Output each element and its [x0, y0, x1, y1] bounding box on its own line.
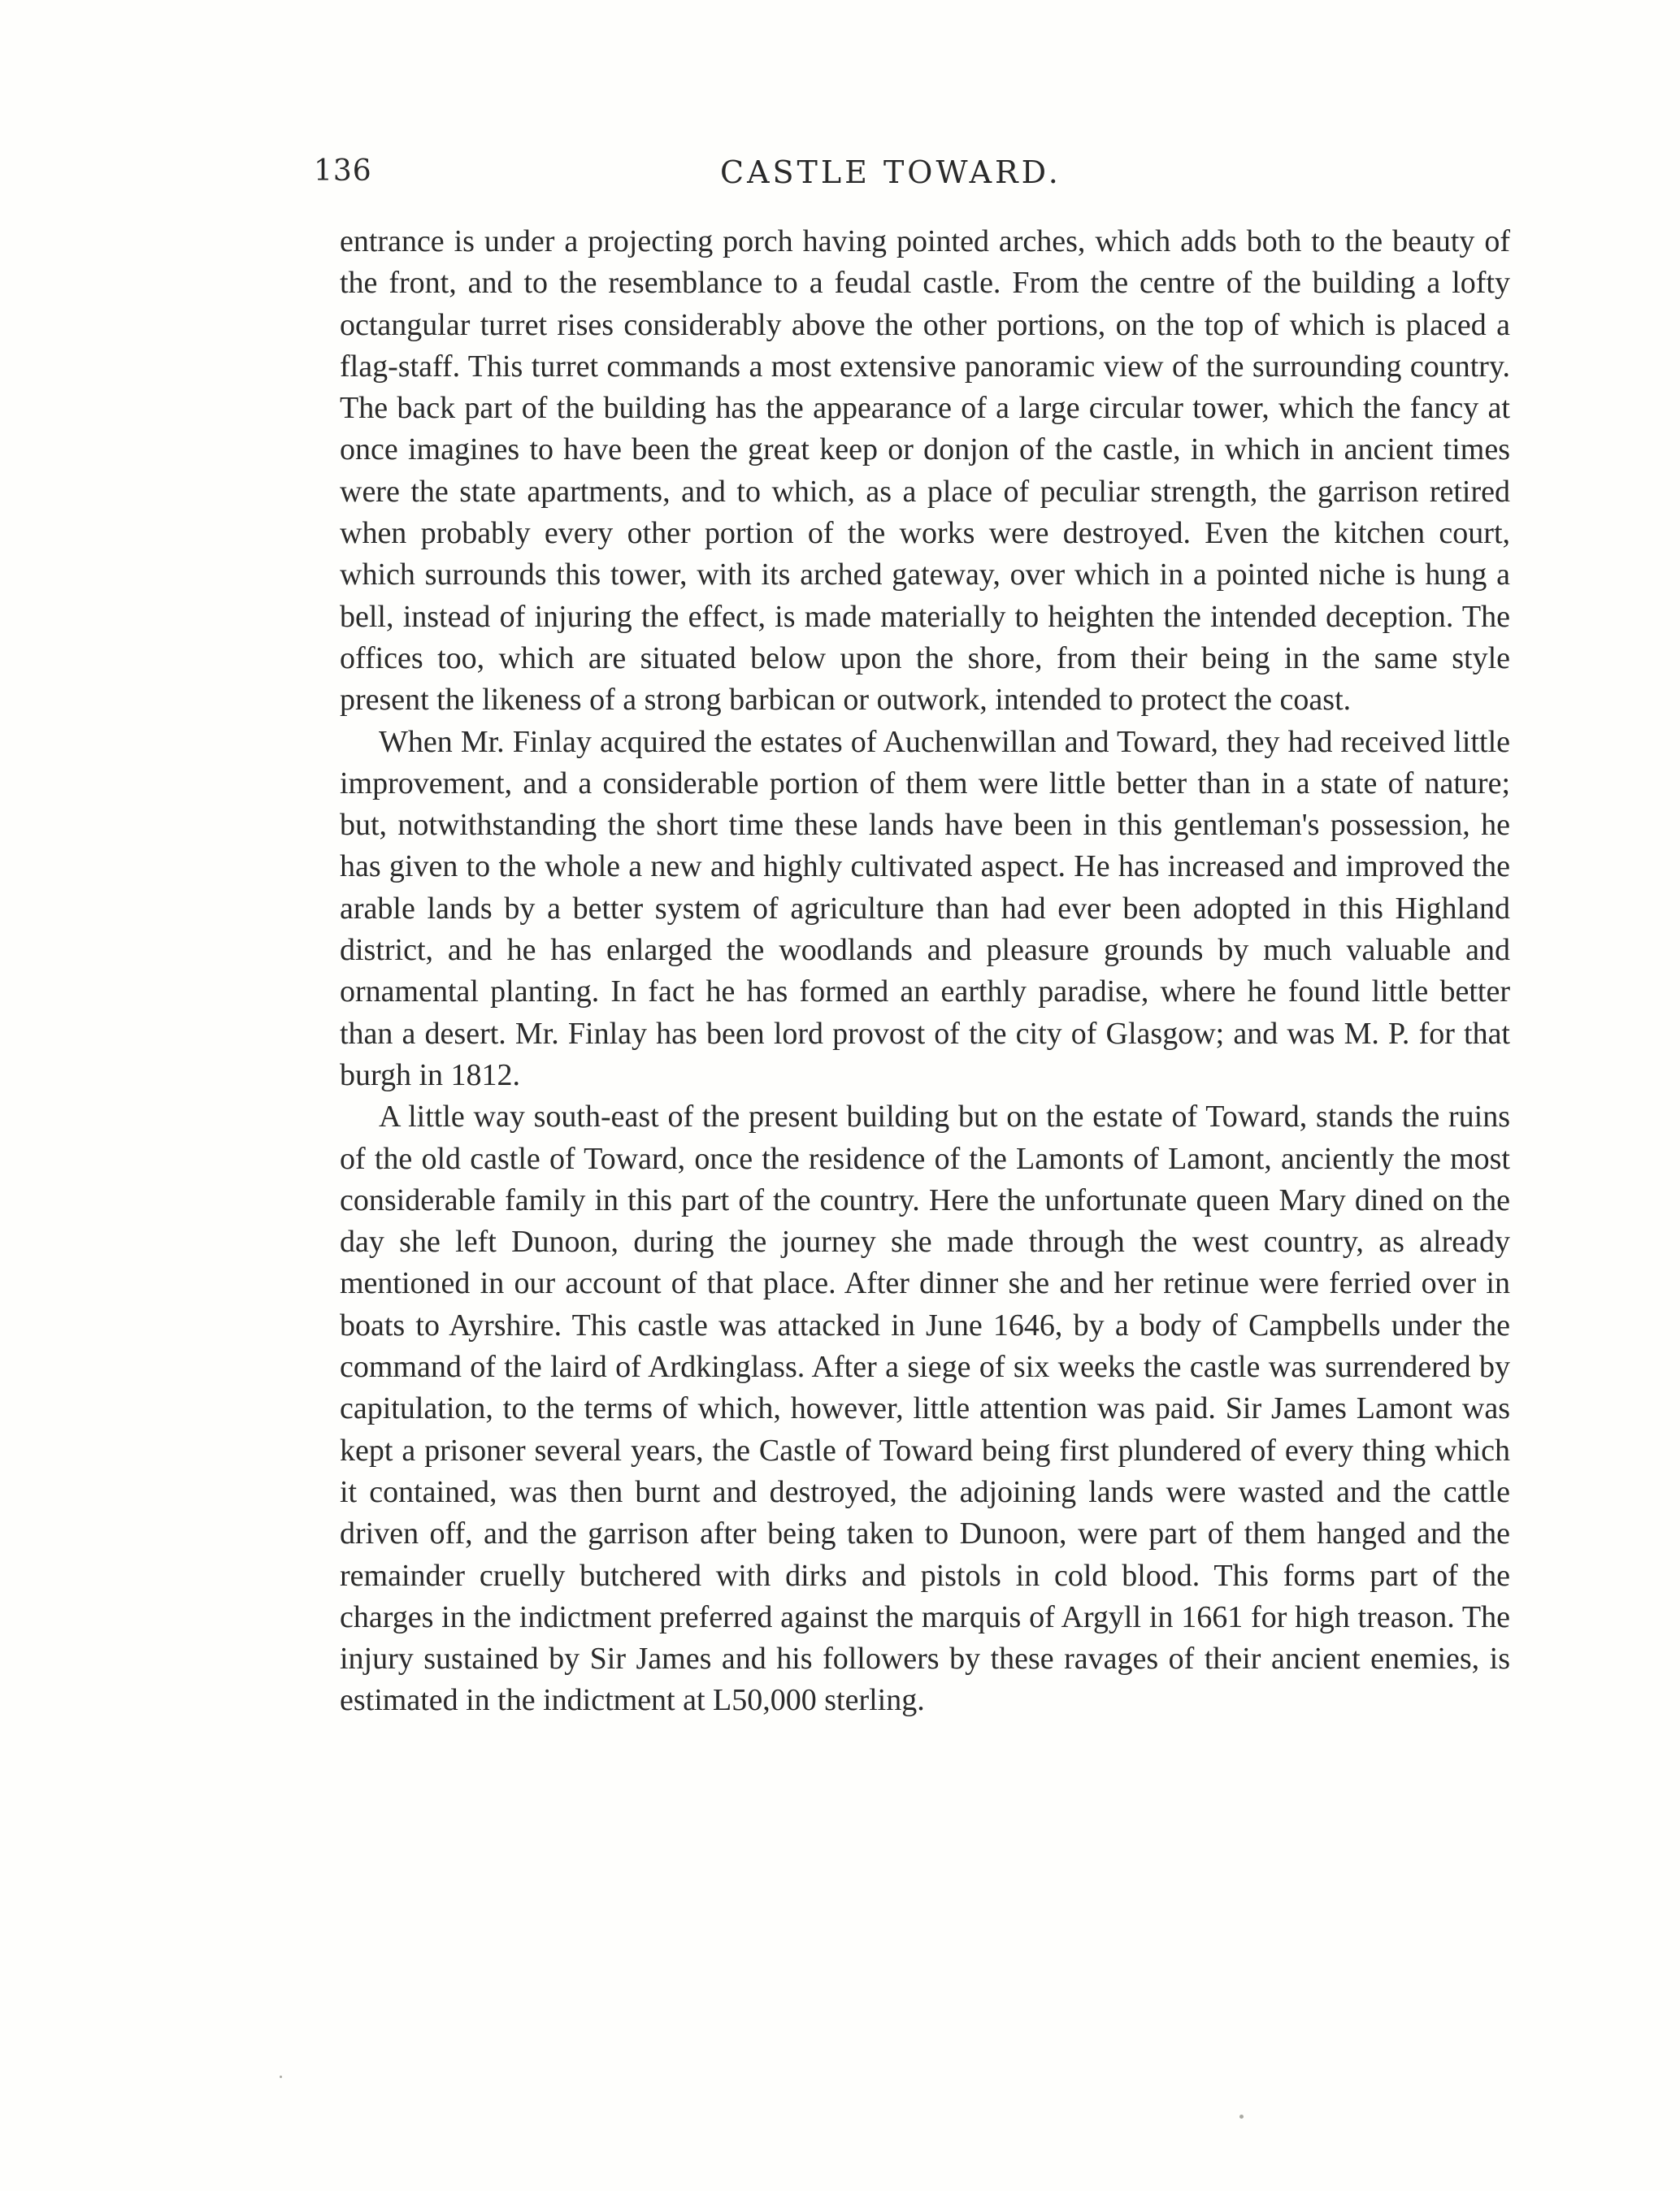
running-head [314, 154, 1500, 203]
paragraph-castle-description: entrance is under a projecting porch having pointed arches, which adds both to the beauty of the front, and to the resemblance to a feudal castle. From the centre of the building a lofty octangular turret rises considerably above the other portions, on the top of which is placed a flag-staff. This turret commands a most extensive panoramic view of the surrounding country. The back part of the building has the appearance of a large circular tower, which the fancy at once imagines to have been the great keep or donjon of the castle, in which in ancient times were the state apartments, and to which, as a place of peculiar strength, the garrison retired when probably every other portion of the works were destroyed. Even the kitchen court, which surrounds this tower, with its arched gateway, over which in a pointed niche is hung a bell, instead of injuring the effect, is made materially to heighten the intended deception. The offices too, which are situated below upon the shore, from their being in the same style present the likeness of a strong barbican or outwork, intended to protect the coast. [340, 224, 1510, 718]
running-title: CASTLE TOWARD. [720, 154, 1061, 190]
paper-speck [1239, 2115, 1244, 2119]
page-number: 136 [314, 154, 372, 188]
paper-speck [280, 2076, 282, 2078]
body-text [340, 221, 1510, 1722]
paragraph-old-castle-history: A little way south-east of the present building but on the estate of Toward, stands the ruins of the old castle of Toward, once the residence of the Lamonts of Lamont, anciently the most considerable family in this part of the country. Here the unfortunate queen Mary dined on the day she left Dunoon, during the journey she made through the west country, as already mentioned in our account of that place. After dinner she and her retinue were ferried over in boats to Ayrshire. This castle was attacked in June 1646, by a body of Campbells under the command of the laird of Ardkinglass. After a siege of six weeks the castle was surrendered by capitulation, to the terms of which, however, little attention was paid. Sir James Lamont was kept a prisoner several years, the Castle of Toward being first plundered of every thing which it contained, was then burnt and destroyed, the adjoining lands were wasted and the cattle driven off, and the garrison after being taken to Dunoon, were part of them hanged and the remainder cruelly butchered with dirks and pistols in cold blood. This forms part of the charges in the indictment preferred against the marquis of Argyll in 1661 for high treason. The injury sustained by Sir James and his followers by these ravages of their ancient enemies, is estimated in the indictment at L50,000 sterling. [340, 1100, 1510, 1718]
paragraph-finlay-improvements: When Mr. Finlay acquired the estates of Auchenwillan and Toward, they had received little improvement, and a considerable portion of them were little better than in a state of nature; but, notwithstanding the short time these lands have been in this gentleman's possession, he has given to the whole a new and highly cultivated aspect. He has increased and improved the arable lands by a better system of agriculture than had ever been adopted in this Highland district, and he has enlarged the woodlands and pleasure grounds by much valuable and ornamental planting. In fact he has formed an earthly paradise, where he found little better than a desert. Mr. Finlay has been lord provost of the city of Glasgow; and was M. P. for that burgh in 1812. [340, 724, 1510, 1092]
